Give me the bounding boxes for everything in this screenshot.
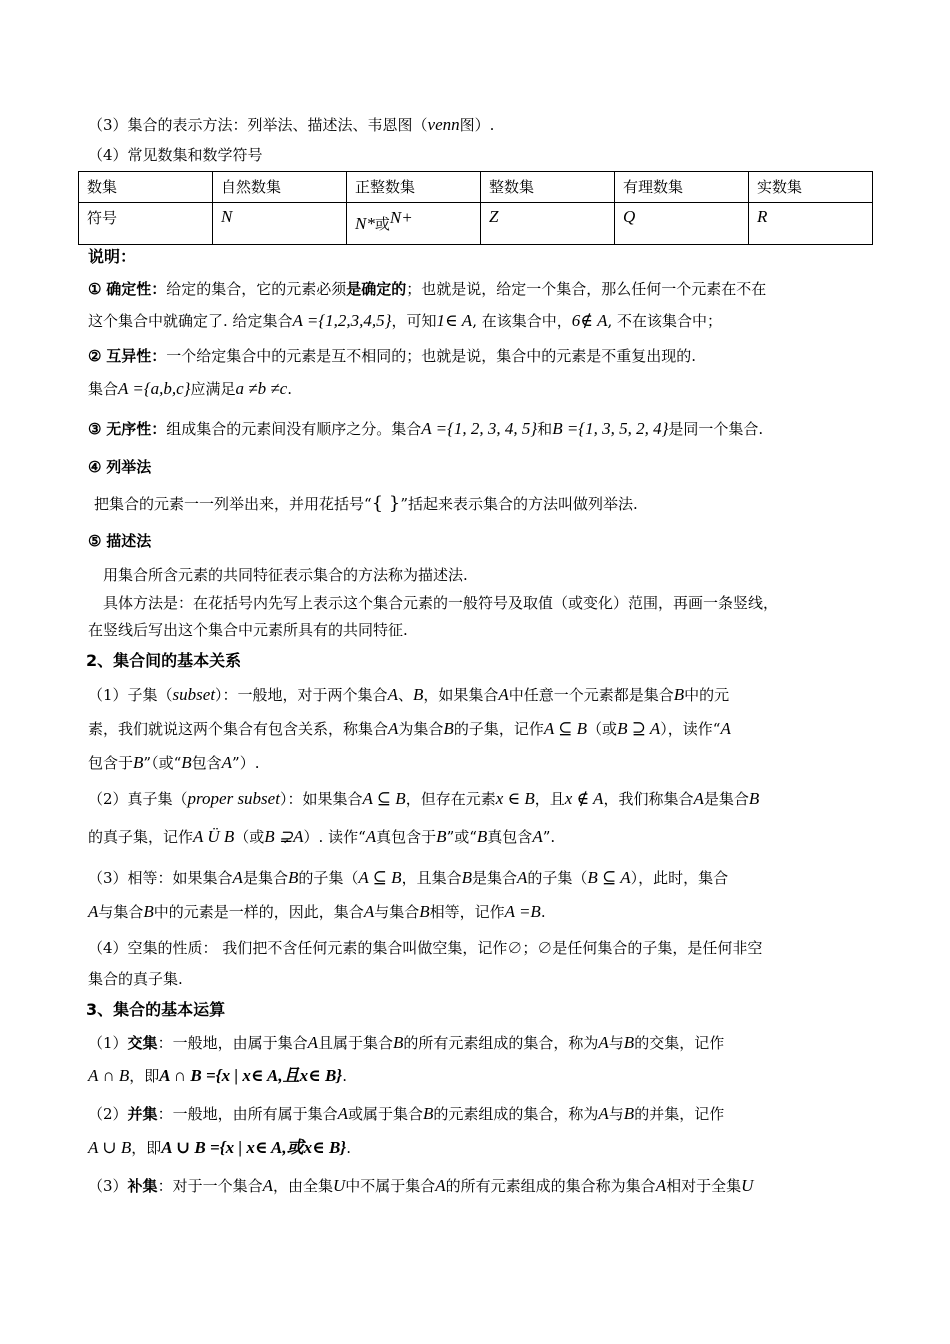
text-line-representation: （3）集合的表示方法：列举法、描述法、韦恩图（venn图）.: [88, 115, 495, 134]
intersection-line2: A ∩ B，即A ∩ B ={x | x∈ A,且x∈ B}.: [88, 1066, 347, 1085]
table-header-cell: 自然数集: [213, 172, 347, 203]
union-line2: A ∪ B，即A ∪ B ={x | x∈ A,或x∈ B}.: [88, 1138, 351, 1157]
note-description-text1: 用集合所含元素的共同特征表示集合的方法称为描述法.: [103, 566, 468, 584]
table-header-row: [79, 172, 873, 203]
notes-title: 说明：: [88, 247, 137, 266]
note-roster-title: ④ 列举法: [88, 458, 152, 476]
equality-line2: A与集合B中的元素是一样的，因此，集合A与集合B相等，记作A =B.: [88, 902, 546, 921]
table-header-cell: 整数集: [481, 172, 615, 203]
note-distinctness-line2: 集合A ={a,b,c}应满足a ≠b ≠c.: [88, 379, 292, 398]
section-3-title: 3、集合的基本运算: [86, 1000, 226, 1019]
table-header-cell: 数集: [79, 172, 213, 203]
intersection-line1: （1）交集：一般地，由属于集合A且属于集合B的所有元素组成的集合，称为A与B的交集，记作: [88, 1033, 725, 1052]
table-header-cell: 正整数集: [347, 172, 481, 203]
proper-subset-line2: 的真子集，记作A Ü B（或B ⊋A）. 读作“A真包含于B”或“B真包含A”.: [88, 827, 556, 846]
note-determinacy: ① 确定性：给定的集合，它的元素必须是确定的；也就是说，给定一个集合，那么任何一个元素在不在: [88, 280, 767, 298]
table-cell-positive: N*或N+: [347, 203, 481, 245]
number-sets-table: [78, 171, 873, 245]
table-row: [79, 203, 873, 245]
table-header-cell: 实数集: [749, 172, 873, 203]
proper-subset-line1: （2）真子集（proper subset）：如果集合A ⊆ B，但存在元素x ∈ B，且x ∉ A，我们称集合A是集合B: [88, 789, 760, 808]
union-line1: （2）并集：一般地，由所有属于集合A或属于集合B的元素组成的集合，称为A与B的并集，记作: [88, 1104, 725, 1123]
table-header-cell: 有理数集: [615, 172, 749, 203]
note-determinacy-line2: 这个集合中就确定了. 给定集合A ={1,2,3,4,5}，可知1∈ A, 在该集合中，6∉ A, 不在该集合中；: [88, 311, 722, 330]
complement-line1: （3）补集：对于一个集合A，由全集U中不属于集合A的所有元素组成的集合称为集合A相对于全集U: [88, 1176, 754, 1195]
subset-line1: （1）子集（subset）：一般地，对于两个集合A、B，如果集合A中任意一个元素都是集合B中的元: [88, 685, 730, 704]
note-description-text2: 具体方法是：在花括号内先写上表示这个集合元素的一般符号及取值（或变化）范围，再画一条竖线，: [103, 594, 779, 612]
section-2-title: 2、集合间的基本关系: [86, 651, 242, 670]
empty-set-icon: ∅: [507, 939, 523, 957]
subset-line2: 素，我们就说这两个集合有包含关系，称集合A为集合B的子集，记作A ⊆ B（或B ⊇ A），读作“A: [88, 719, 731, 738]
note-unordered: ③ 无序性：组成集合的元素间没有顺序之分。集合A ={1, 2, 3, 4, 5}和B ={1, 3, 5, 2, 4}是同一个集合.: [88, 419, 764, 438]
note-description-text3: 在竖线后写出这个集合中元素所具有的共同特征.: [88, 621, 408, 639]
note-description-title: ⑤ 描述法: [88, 532, 152, 550]
table-cell-real: R: [749, 203, 873, 245]
equality-line1: （3）相等：如果集合A是集合B的子集（A ⊆ B，且集合B是集合A的子集（B ⊆ A），此时，集合: [88, 868, 729, 887]
note-distinctness: ② 互异性：一个给定集合中的元素是互不相同的；也就是说，集合中的元素是不重复出现的.: [88, 347, 697, 365]
empty-set-icon: ∅: [537, 939, 553, 957]
table-cell-rational: Q: [615, 203, 749, 245]
note-roster-text: 把集合的元素一一列举出来，并用花括号“{ }”括起来表示集合的方法叫做列举法.: [94, 493, 638, 514]
table-row-label: 符号: [79, 203, 213, 245]
table-cell-natural: N: [213, 203, 347, 245]
table-cell-integer: Z: [481, 203, 615, 245]
text-line-number-sets: （4）常见数集和数学符号: [88, 146, 263, 164]
empty-set-line1: （4）空集的性质： 我们把不含任何元素的集合叫做空集，记作∅；∅是任何集合的子集，是任何非空: [88, 939, 763, 957]
subset-line3: 包含于B”（或“B包含A”）.: [88, 753, 260, 772]
empty-set-line2: 集合的真子集.: [88, 970, 183, 988]
math-venn: venn: [427, 115, 460, 134]
